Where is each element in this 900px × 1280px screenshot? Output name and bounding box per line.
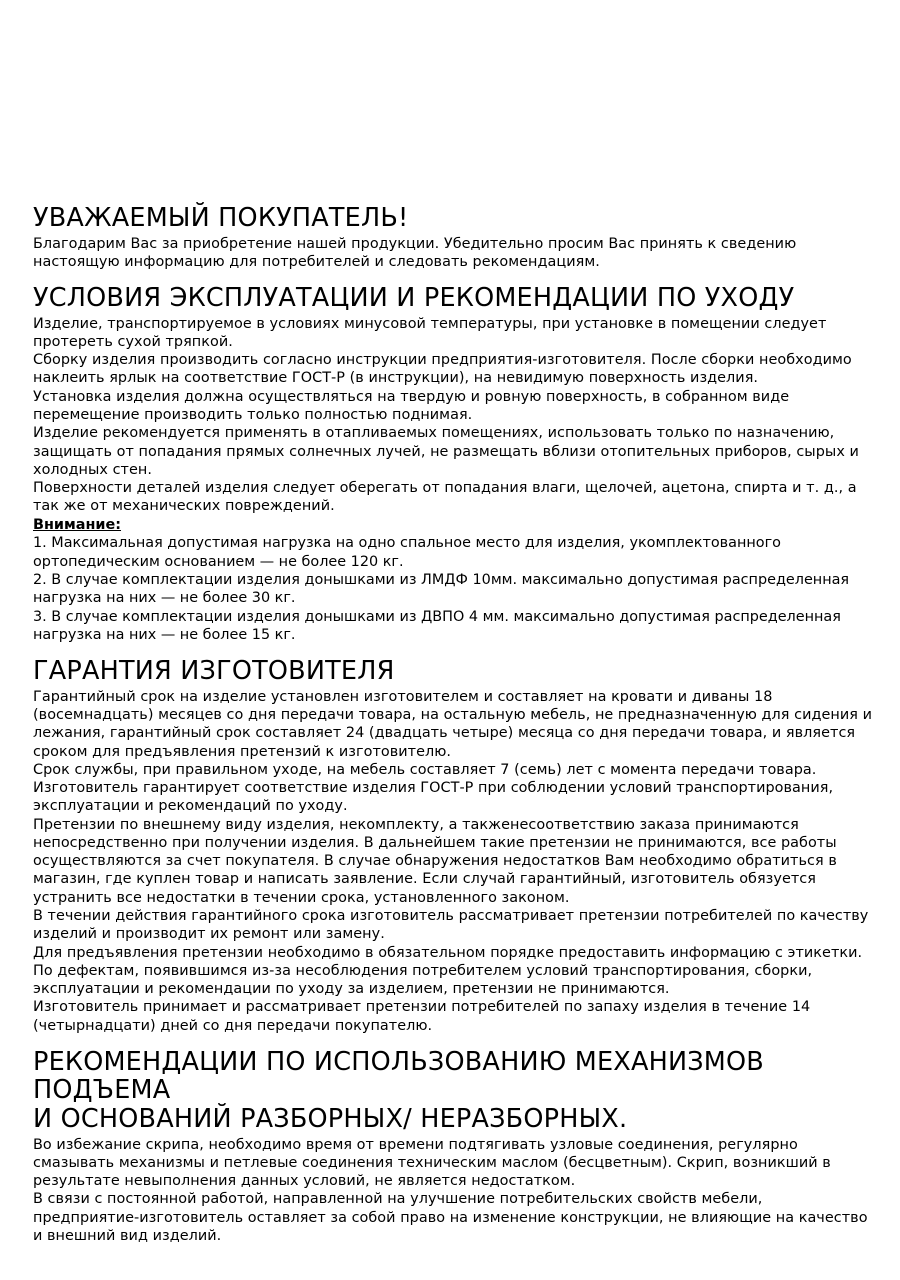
- section-heading-operating: УСЛОВИЯ ЭКСПЛУАТАЦИИ И РЕКОМЕНДАЦИИ ПО УХОДУ: [33, 283, 795, 314]
- page-title: УВАЖАЕМЫЙ ПОКУПАТЕЛЬ!: [33, 203, 409, 233]
- list-item: 2. В случае комплектации изделия донышками из ЛМДФ 10мм. максимально допустимая распределенная нагрузка на них — не более 30 кг.: [33, 572, 850, 607]
- mechanisms-paragraph: В связи с постоянной работой, направленной на улучшение потребительских свойств мебели, предприятие-изготовитель оставляет за собой право на изменение конструкции, не влияющие на качество и внешний вид изделий.: [33, 1191, 868, 1244]
- warranty-paragraph: Изготовитель гарантирует соответствие изделия ГОСТ-Р при соблюдении условий транспортирования, эксплуатации и рекомендаций по уходу.: [33, 780, 834, 815]
- warranty-paragraph: Для предъявления претензии необходимо в обязательном порядке предоставить информацию с этикетки.: [33, 944, 863, 961]
- operating-paragraph: Сборку изделия производить согласно инструкции предприятия-изготовителя. После сборки необходимо наклеить ярлык на соответствие ГОСТ-Р (в инструкции), на невидимую поверхность изделия.: [33, 352, 852, 387]
- section-warranty: [33, 658, 873, 1035]
- section-heading-warranty: ГАРАНТИЯ ИЗГОТОВИТЕЛЯ: [33, 656, 395, 687]
- document-body: [33, 205, 873, 1245]
- warranty-paragraph: По дефектам, появившимся из-за несоблюдения потребителем условий транспортирования, сборки, эксплуатации и рекомендации по уходу за изделием, претензии не принимаются.: [33, 962, 813, 998]
- greeting-paragraph: Благодарим Вас за приобретение нашей продукции. Убедительно просим Вас принять к сведению настоящую информацию для потребителей и следовать рекомендациям.: [33, 235, 797, 270]
- attention-numbered-list: [33, 534, 873, 644]
- section-operating-conditions: [33, 285, 873, 644]
- warranty-paragraph: Срок службы, при правильном уходе, на мебель составляет 7 (семь) лет с момента передачи товара.: [33, 761, 817, 778]
- mechanisms-paragraph: Во избежание скрипа, необходимо время от времени подтягивать узловые соединения, регулярно смазывать механизмы и петлевые соединения техническим маслом (бесцветным). Скрип, возникший в результате невыполнения данных условий, не является недостатком.: [33, 1136, 831, 1190]
- section-heading-mechanisms-line2: И ОСНОВАНИЙ РАЗБОРНЫХ/ НЕРАЗБОРНЫХ.: [33, 1104, 628, 1135]
- operating-paragraph: Изделие рекомендуется применять в отапливаемых помещениях, использовать только по назначению, защищать от попадания прямых солнечных лучей, не размещать вблизи отопительных приборов, сырых и холодных стен.: [33, 425, 859, 478]
- section-greeting: [33, 205, 873, 271]
- section-heading-mechanisms-line1: РЕКОМЕНДАЦИИ ПО ИСПОЛЬЗОВАНИЮ МЕХАНИЗМОВ ПОДЪЕМА: [33, 1047, 764, 1105]
- list-item: 3. В случае комплектации изделия донышками из ДВПО 4 мм. максимально допустимая распределенная нагрузка на них — не более 15 кг.: [33, 608, 841, 643]
- warranty-paragraph: Изготовитель принимает и рассматривает претензии потребителей по запаху изделия в течение 14 (четырнадцати) дней со дня передачи покупателю.: [33, 999, 811, 1034]
- warranty-paragraph: В течении действия гарантийного срока изготовитель рассматривает претензии потребителей по качеству изделий и производит их ремонт или замену.: [33, 908, 869, 943]
- warranty-paragraph: Гарантийный срок на изделие установлен изготовителем и составляет на кровати и диваны 18 (восемнадцать) месяцев со дня передачи товара, на остальную мебель, не предназначенную для сидения и лежания, гарантийный срок составляет 24 (двадцать четыре) месяца со дня передачи товара, и является сроком для предъявления претензий к изготовителю.: [33, 688, 873, 760]
- warranty-paragraph: Претензии по внешнему виду изделия, некомплекту, а такженесоответствию заказа принимаются непосредственно при получении изделия. В дальнейшем такие претензии не принимаются, все работы осуществляются за счет покупателя. В случае обнаружения недостатков Вам необходимо обратиться в магазин, где куплен товар и написать заявление. Если случай гарантийный, изготовитель обязуется устранить все недостатки в течении срока, установленного законом.: [33, 816, 837, 906]
- operating-paragraph: Изделие, транспортируемое в условиях минусовой температуры, при установке в помещении следует протереть сухой тряпкой.: [33, 315, 827, 350]
- attention-label: Внимание:: [33, 516, 122, 533]
- list-item: 1. Максимальная допустимая нагрузка на одно спальное место для изделия, укомплектованного ортопедическим основанием — не более 120 кг.: [33, 535, 781, 570]
- section-mechanisms: [33, 1049, 873, 1245]
- operating-paragraph: Поверхности деталей изделия следует оберегать от попадания влаги, щелочей, ацетона, спирта и т. д., а так же от механических повреждений.: [33, 480, 857, 515]
- operating-paragraph: Установка изделия должна осуществляться на твердую и ровную поверхность, в собранном виде перемещение производить только полностью поднимая.: [33, 388, 790, 424]
